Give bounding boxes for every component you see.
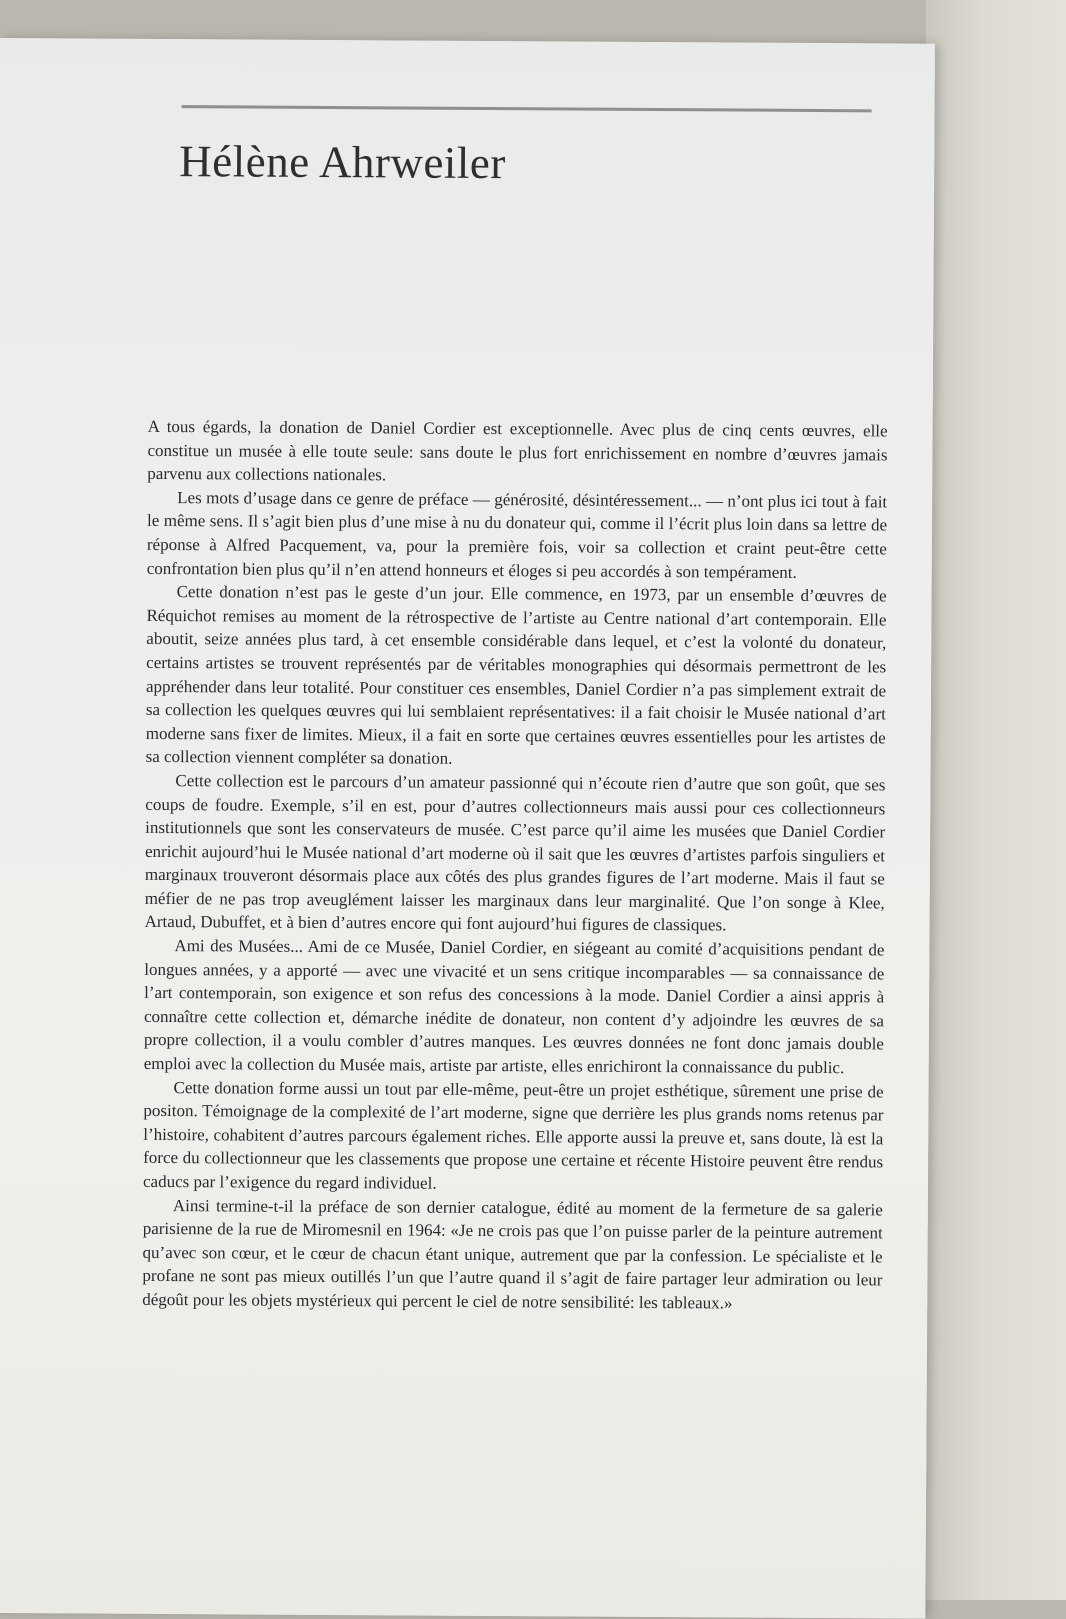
preface-text — [142, 415, 887, 1316]
paragraph: Cette donation forme aussi un tout par elle-même, peut-être un projet esthétique, sûrement une prise de positon. Témoignage de la complexité de l’art moderne, signe que derrière les plus grands noms retenus par l’histoire, cohabitent d’autres parcours également riches. Elle apporte aussi la preuve et, sans doute, là est la force du collectionneur que les classements que propose une certaine et récente Histoire peuvent être rendus caducs par l’exigence du regard individuel. — [142, 1077, 884, 1193]
paragraph: Ami des Musées... Ami de ce Musée, Daniel Cordier, en siégeant au comité d’acquisitions pendant de longues années, y a apporté — avec une vivacité et un sens critique incomparables — sa connaissance de l’art contemporain, son exigence et son refus des concessions à la mode. Daniel Cordier a ainsi appris à connaître cette collection et, démarche inédite de donateur, non content d’y adjoindre les œuvres de sa propre collection, il a voulu combler d’autres manques. Les œuvres données ne font donc jamais double emploi avec la collection du Musée mais, artiste par artiste, elles enrichiront la connaissance du public. — [143, 936, 885, 1078]
paragraph: Cette collection est le parcours d’un amateur passionné qui n’écoute rien d’autre que son goût, que ses coups de foudre. Exemple, s’il en est, pour d’autres collectionneurs mais aussi pour ces collectionneurs institutionnels que sont les conservateurs de musée. C’est parce qu’il aime les musées que Daniel Cordier enrichit aujourd’hui le Musée national d’art moderne où il sait que les œuvres d’artistes parfois singuliers et marginaux trouveront désormais place aux côtés des plus grandes figures de l’art moderne. Mais il faut se méfier de ne pas trop aveuglément laisser les marginaux dans leur marginalité. Que l’on songe à Klee, Artaud, Dubuffet, et à bien d’autres encore qui font aujourd’hui figures de classiques. — [144, 770, 886, 935]
book-page — [0, 38, 935, 1619]
paragraph: Cette donation n’est pas le geste d’un jour. Elle commence, en 1973, par un ensemble d’œuvres de Réquichot remises au moment de la rétrospective de l’artiste au Centre national d’art contemporain. Elle aboutit, seize années plus tard, à cet ensemble considérable dans lequel, et c’est la volonté du donateur, certains artistes se trouvent représentés par de véritables monographies qui désormais permettront de les appréhender dans leur totalité. Pour constituer ces ensembles, Daniel Cordier n’a pas simplement extrait de sa collection les quelques œuvres qui lui semblaient représentatives: il a fait choisir le Musée national d’art moderne sans fixer de limites. Mieux, il a fait en sorte que certaines œuvres essentielles pour les artistes de sa collection viennent compléter sa donation. — [145, 582, 887, 769]
author-heading: Hélène Ahrweiler — [179, 136, 507, 189]
table-surface — [926, 0, 1066, 1600]
header-rule — [182, 105, 872, 112]
paragraph: Ainsi termine-t-il la préface de son dernier catalogue, édité au moment de la fermeture de sa galerie parisienne de la rue de Miromesnil en 1964: «Je ne crois pas que l’on puisse parler de la peinture autrement qu’avec son cœur, et le cœur de chacun étant unique, autrement que par la confession. Le spécialiste et le profane ne sont pas mieux outillés l’un que l’autre quand il s’agit de faire partager leur admiration ou leur dégoût pour les objets mystérieux qui percent le ciel de notre sensibilité: les tableaux.» — [142, 1195, 883, 1313]
paragraph: A tous égards, la donation de Daniel Cordier est exceptionnelle. Avec plus de cinq cents œuvres, elle constitue un musée à elle toute seule: sans doute le plus fort enrichissement en nombre d’œuvres jamais parvenu aux collections nationales. — [147, 416, 888, 485]
paragraph: Les mots d’usage dans ce genre de préface — générosité, désintéressement... — n’ont plus ici tout à fait le même sens. Il s’agit bien plus d’une mise à nu du donateur qui, comme il l’écrit plus loin dans sa lettre de réponse à Alfred Pacquement, va, pour la première fois, voir sa collection et craint peut-être cette confrontation bien plus qu’il n’en attend honneurs et éloges si peu accordés à son tempérament. — [146, 487, 888, 582]
